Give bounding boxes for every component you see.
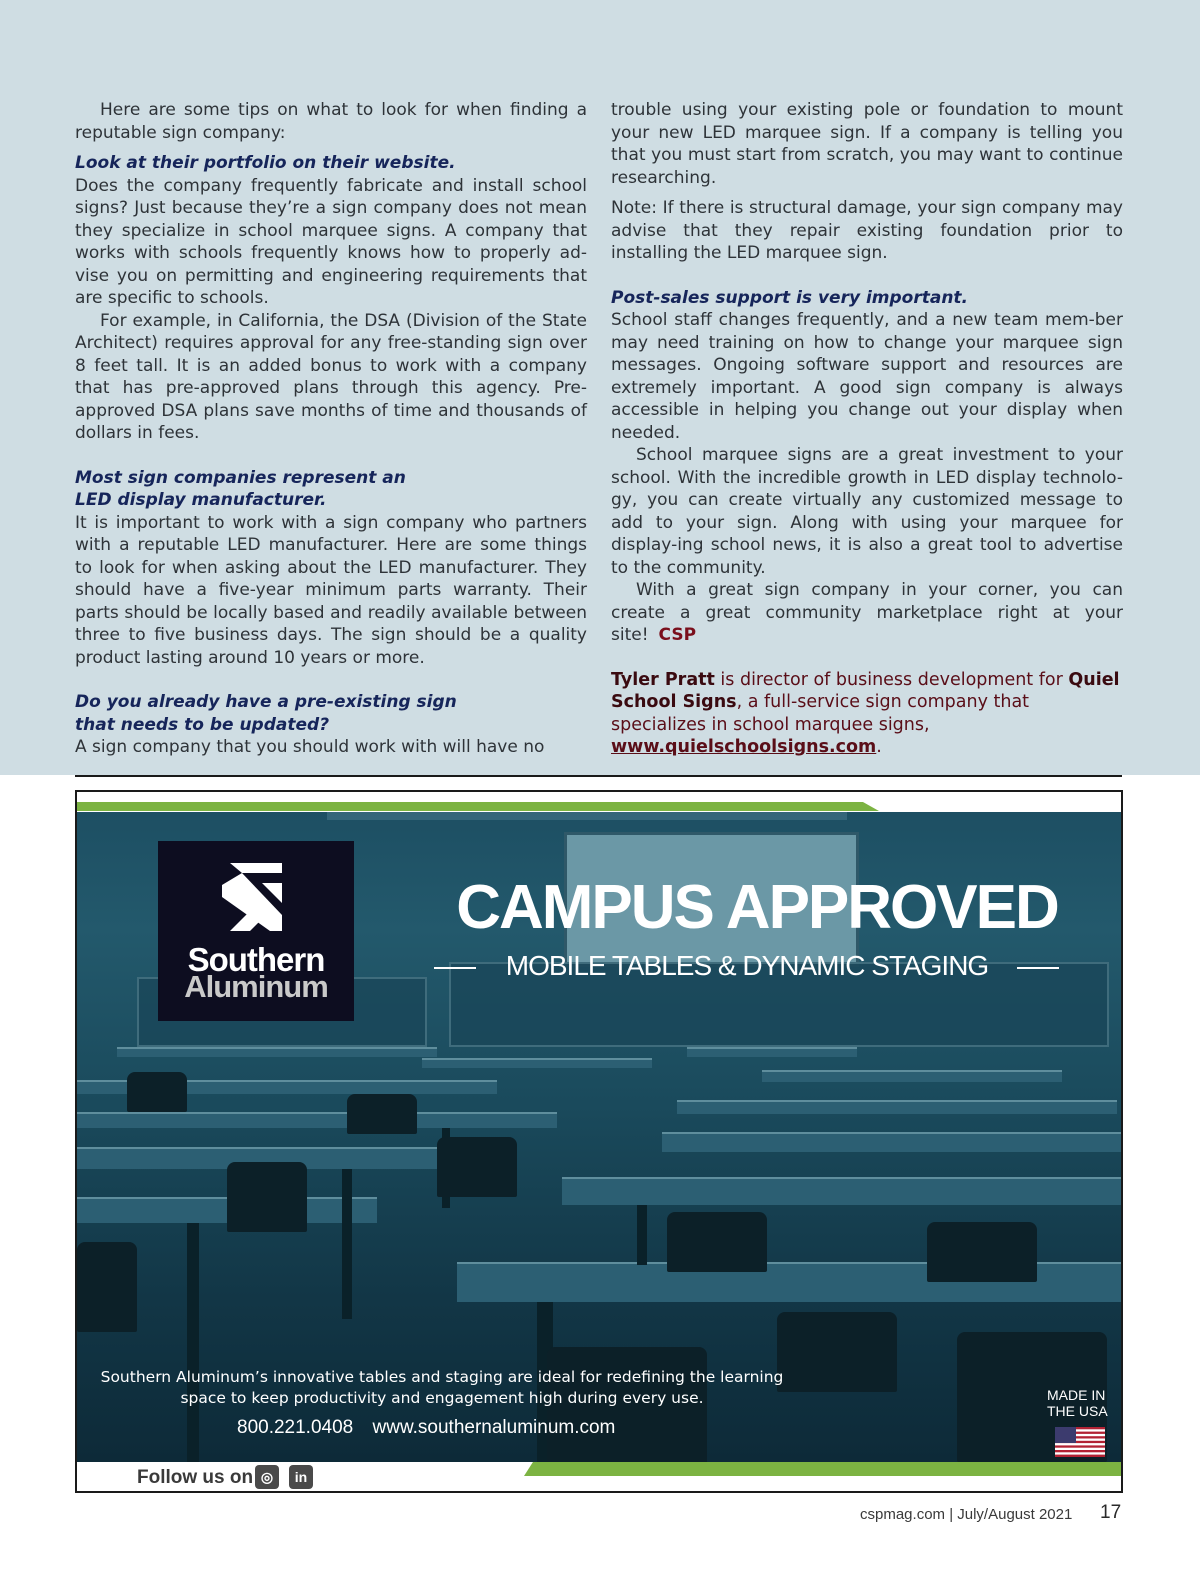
ad-accent-stripe-bottom	[524, 1462, 1121, 1476]
made-in-usa-label: MADE IN THE USA	[1047, 1387, 1108, 1419]
section-heading-post-sales: Post-sales support is very important.	[611, 287, 969, 308]
paragraph: A sign company that you should work with will have no	[75, 737, 545, 757]
ad-accent-stripe	[77, 802, 879, 811]
ad-headline: CAMPUS APPROVED	[456, 873, 1058, 942]
ad-website[interactable]: www.southernaluminum.com	[372, 1417, 616, 1438]
footer-publication-info: cspmag.com | July/August 2021	[860, 1506, 1073, 1523]
classroom-photo	[77, 812, 1121, 1462]
ad-subheadline: MOBILE TABLES & DYNAMIC STAGING	[505, 950, 989, 981]
linkedin-icon[interactable]: in	[289, 1465, 313, 1489]
section-heading-portfolio: Look at their portfolio on their website.	[75, 153, 456, 173]
section-heading-pre-existing: Do you already have a pre-existing sign that needs to be updated?	[75, 692, 457, 735]
instagram-icon[interactable]: ◎	[255, 1465, 279, 1489]
csp-end-mark: CSP	[658, 625, 697, 645]
ad-phone[interactable]: 800.221.0408	[237, 1417, 354, 1438]
author-name: Tyler Pratt	[611, 669, 715, 690]
closing-paragraph: With a great sign company in your corner, you can create a great community marketplace right at your site! CSP	[611, 580, 1123, 645]
article-column-left	[75, 99, 587, 759]
paragraph: For example, in California, the DSA (Division of the State Architect) requires approval for any free-standing sign over 8 feet tall. It is an added bonus to work with a company that has pre-approved plans through this agency. Pre-approved DSA plans save months of time and thousands of dollars in fees.	[75, 310, 587, 443]
page-number: 17	[1100, 1502, 1122, 1523]
ad-body-copy: Southern Aluminum’s innovative tables and staging are ideal for redefining the learning space to keep productivity and engagement high during every use.	[100, 1368, 784, 1407]
southern-aluminum-logo: Southern Aluminum	[158, 841, 354, 1021]
section-heading-led: Most sign companies represent an LED display manufacturer.	[75, 467, 406, 510]
us-flag-icon	[1055, 1427, 1105, 1457]
paragraph: trouble using your existing pole or foundation to mount your new LED marquee sign. If a company is telling you that you must start from scratch, you may want to continue researching.	[611, 100, 1123, 188]
paragraph: Does the company frequently fabricate and install school signs? Just because they’re a sign company does not mean they specialize in school marquee signs. A company that works with schools frequently knows how to properly ad-vise you on permitting and engineering requirements that are specific to schools.	[75, 175, 587, 308]
ad-contact	[237, 1417, 629, 1439]
section-divider	[75, 775, 1122, 777]
logo-mark-icon	[220, 861, 292, 933]
author-bio: Tyler Pratt is director of business development for Quiel School Signs, a full-service sign company that specializes in school marquee signs, www.quielschoolsigns.com.	[611, 669, 1120, 757]
company-name: Quiel School Signs	[611, 669, 1120, 712]
dash-right	[1017, 967, 1059, 969]
advertisement[interactable]	[75, 790, 1123, 1493]
intro-paragraph: Here are some tips on what to look for when finding a reputable sign company:	[75, 100, 587, 143]
note-paragraph: Note: If there is structural damage, your sign company may advise that they repair existing foundation prior to installing the LED marquee sign.	[611, 198, 1123, 263]
paragraph: School marquee signs are a great investment to your school. With the incredible growth in LED display technolo-gy, you can create virtually any customized message to add to your sign. Along with using your marquee for display-ing school news, it is also a great tool to advertise to the community.	[611, 445, 1123, 578]
article-column-right	[611, 99, 1123, 759]
paragraph: School staff changes frequently, and a new team mem-ber may need training on how to change your marquee sign messages. Ongoing software support and resources are extremely important. A good sign company is always accessible in helping you change out your display when needed.	[611, 310, 1123, 443]
follow-us-label: Follow us on	[137, 1467, 254, 1488]
paragraph: It is important to work with a sign company who partners with a reputable LED manufacturer. Here are some things to look for when asking about the LED manufacturer. They should have a five-year minimum parts warranty. Their parts should be locally based and readily available between three to five business days. The sign should be a quality product lasting around 10 years or more.	[75, 512, 587, 668]
company-link[interactable]: www.quielschoolsigns.com	[611, 737, 877, 757]
